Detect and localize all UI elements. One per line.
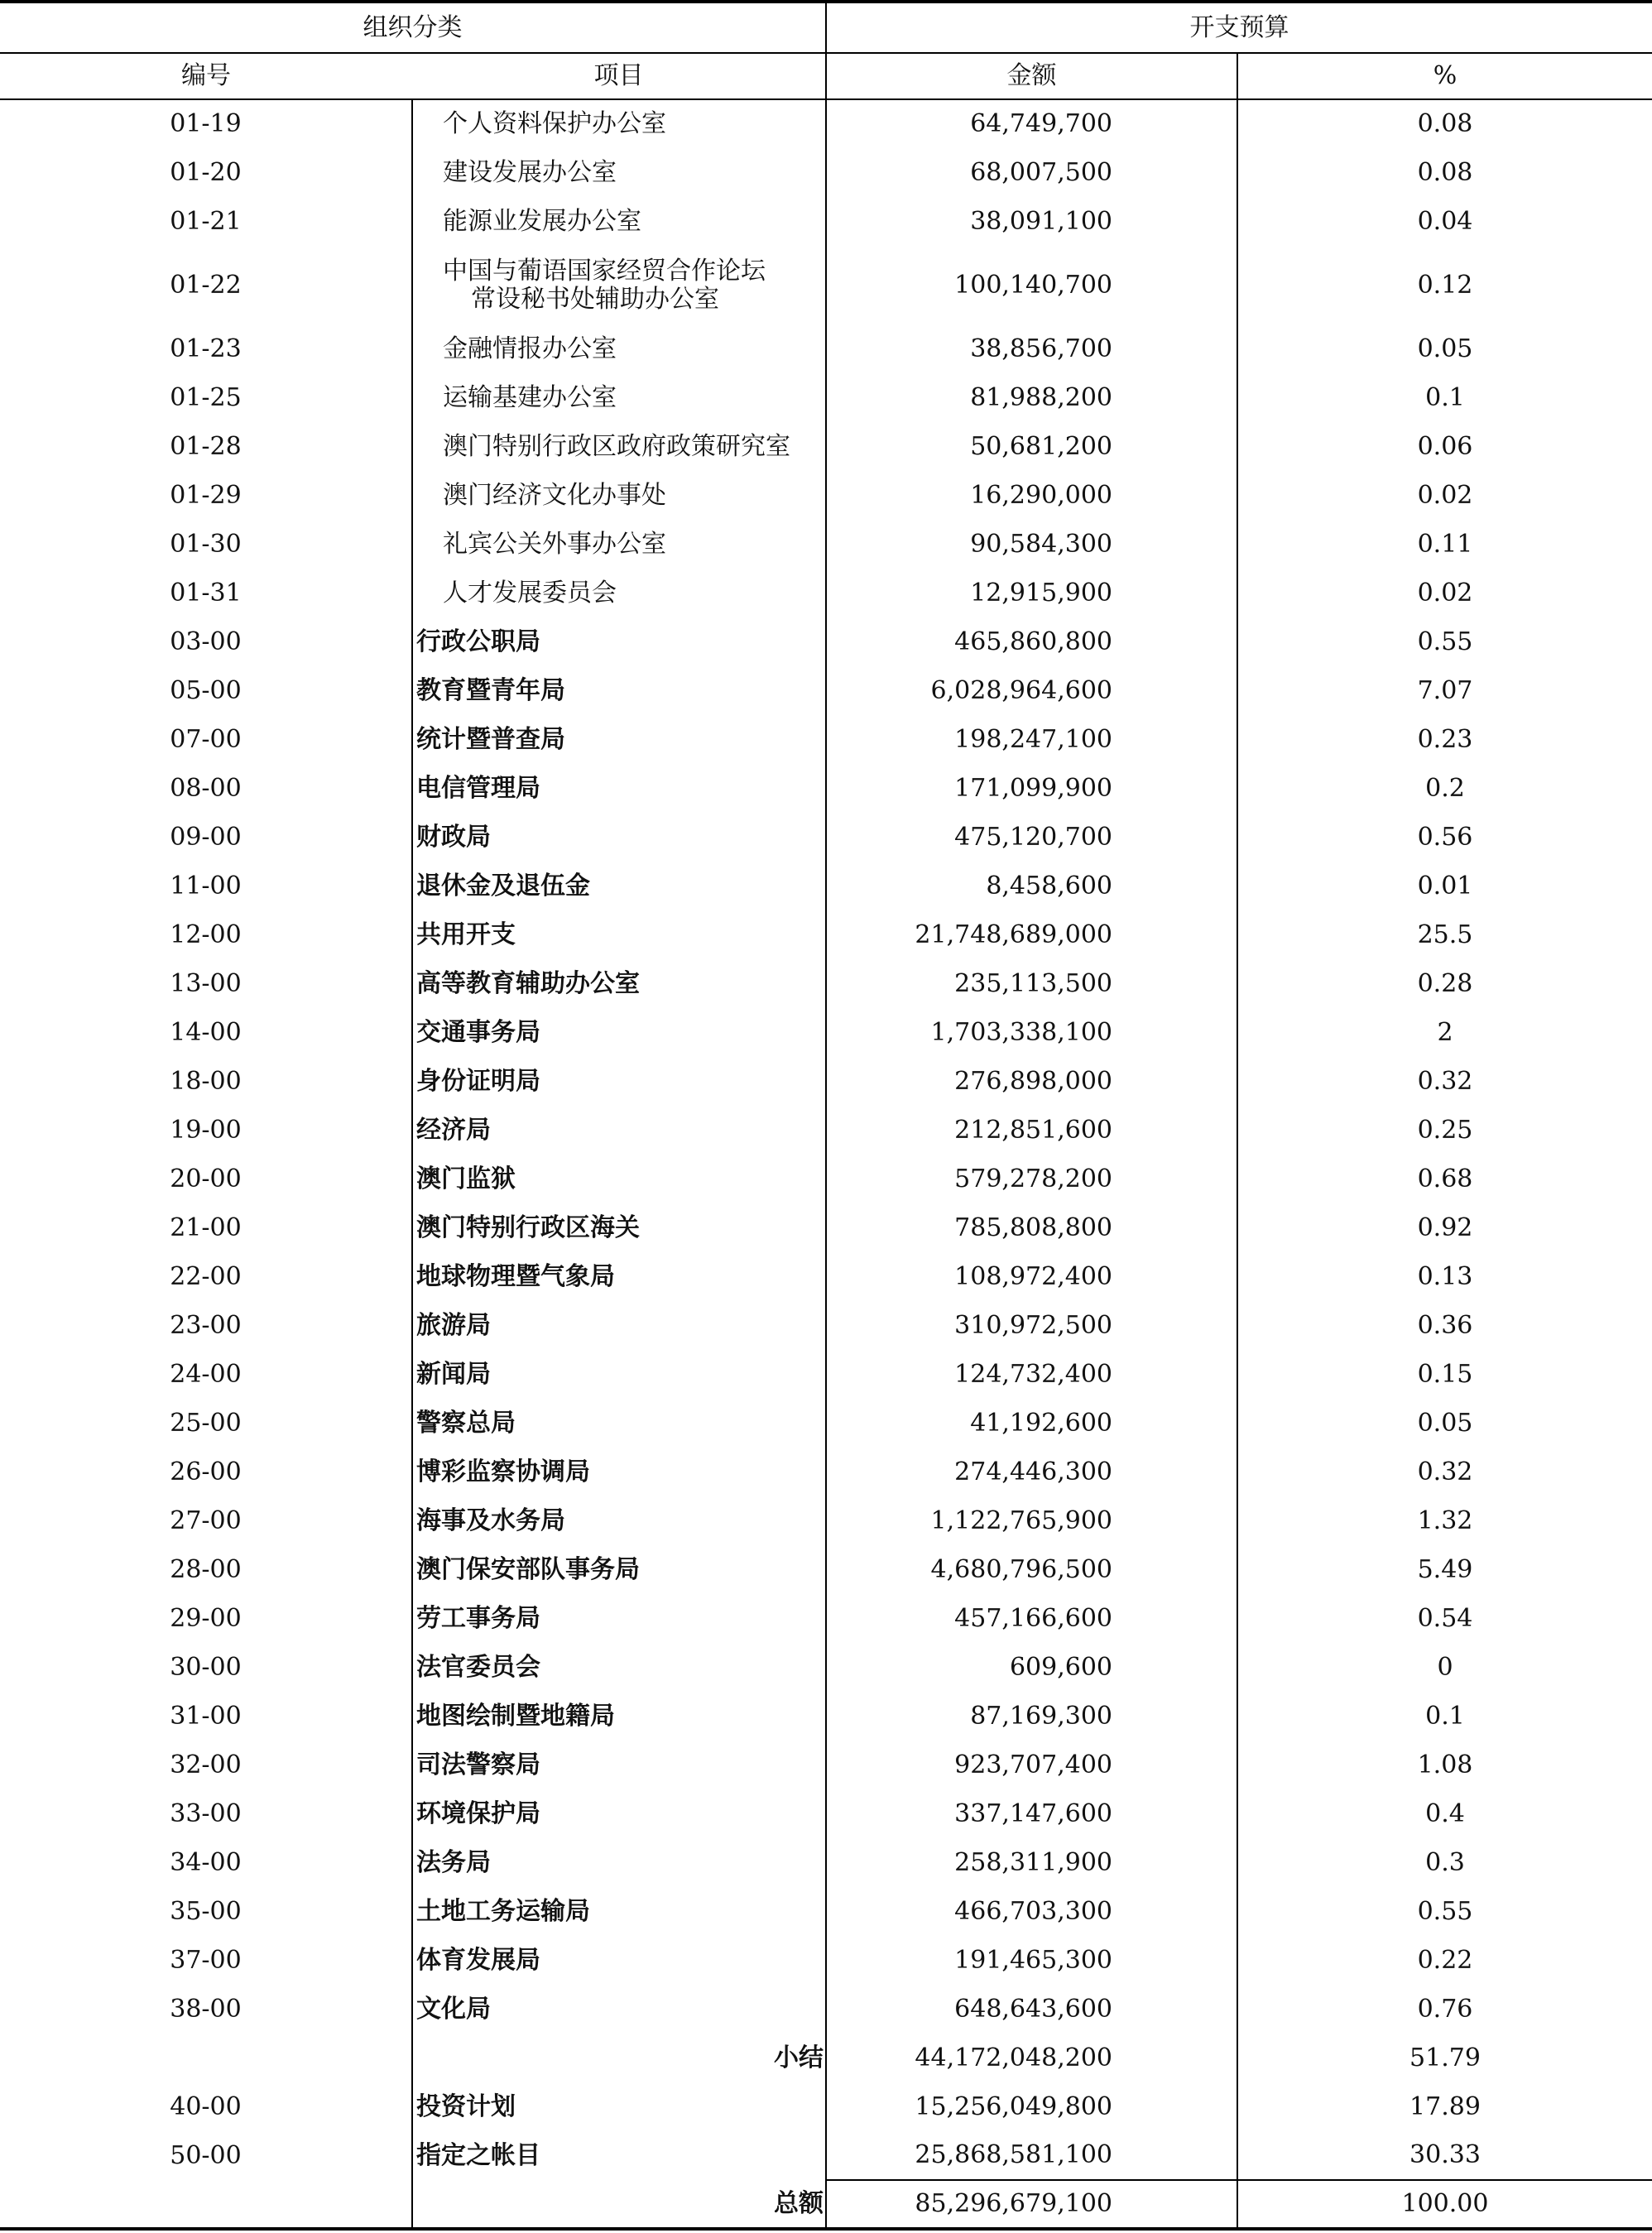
row-item-label: 环境保护局: [416, 1798, 540, 1828]
header-expenditure-budget: 开支预算: [826, 2, 1652, 53]
row-item-label: 博彩监察协调局: [416, 1457, 590, 1486]
row-item-label: 能源业发展办公室: [443, 206, 641, 236]
row-item-label: 交通事务局: [416, 1017, 540, 1047]
row-amount: 923,707,400: [826, 1741, 1237, 1789]
row-amount: 274,446,300: [826, 1448, 1237, 1496]
row-code: [0, 2034, 412, 2082]
row-percent: 0.22: [1417, 1945, 1473, 1975]
row-amount: 337,147,600: [826, 1789, 1237, 1838]
row-item: [412, 617, 826, 666]
row-code: 13-00: [170, 968, 242, 998]
row-percent: 5.49: [1417, 1554, 1473, 1584]
row-code: 01-25: [170, 382, 242, 412]
table-row: [0, 910, 1652, 959]
row-item: [412, 569, 826, 617]
table-row: [0, 1545, 1652, 1594]
row-percent: 0.56: [1417, 822, 1473, 852]
table-row: [0, 1692, 1652, 1741]
row-code: 05-00: [170, 675, 242, 705]
row-item-label: 澳门经济文化办事处: [443, 480, 666, 510]
table-row: [0, 1496, 1652, 1545]
row-amount: 87,169,300: [826, 1692, 1237, 1741]
table-row: [0, 1203, 1652, 1252]
row-item-label: 劳工事务局: [416, 1603, 540, 1633]
row-item-label: 金融情报办公室: [443, 334, 617, 363]
row-item: [412, 520, 826, 569]
row-amount: 108,972,400: [826, 1252, 1237, 1301]
row-code: 01-20: [170, 157, 242, 187]
table-row: [0, 764, 1652, 813]
row-percent: 0.36: [1417, 1310, 1473, 1340]
table-row: [0, 959, 1652, 1008]
row-code: 37-00: [170, 1945, 242, 1975]
table-row: [0, 1838, 1652, 1887]
row-item-label: 投资计划: [416, 2091, 516, 2121]
row-item-label: 体育发展局: [416, 1945, 540, 1975]
row-item: [412, 1936, 826, 1985]
row-percent: 7.07: [1417, 675, 1473, 705]
table-row: [0, 148, 1652, 197]
budget-rows: [0, 99, 1652, 2229]
table-row: [0, 1594, 1652, 1643]
table-row: [0, 1887, 1652, 1936]
row-amount: 12,915,900: [826, 569, 1237, 617]
row-percent: 0.92: [1417, 1213, 1473, 1242]
row-amount: 16,290,000: [826, 471, 1237, 520]
row-code: 27-00: [170, 1505, 242, 1535]
table-row: [0, 1155, 1652, 1203]
row-code: 01-30: [170, 529, 242, 559]
row-amount: 785,808,800: [826, 1203, 1237, 1252]
row-item: [412, 2180, 826, 2229]
row-item: [412, 1008, 826, 1057]
row-item: [412, 324, 826, 373]
row-item: [412, 1350, 826, 1399]
row-percent: 0.55: [1417, 1896, 1473, 1926]
row-code: 40-00: [170, 2091, 242, 2121]
row-item: [412, 471, 826, 520]
row-item: [412, 813, 826, 862]
row-item-label: 澳门监狱: [416, 1164, 516, 1193]
row-item: [412, 1106, 826, 1155]
row-code: 29-00: [170, 1603, 242, 1633]
row-code: 03-00: [170, 627, 242, 656]
row-code: 23-00: [170, 1310, 242, 1340]
table-row: [0, 373, 1652, 422]
row-percent: 1.08: [1417, 1750, 1473, 1779]
row-amount: 212,851,600: [826, 1106, 1237, 1155]
row-amount: 191,465,300: [826, 1936, 1237, 1985]
table-row: [0, 1741, 1652, 1789]
row-item: [412, 1301, 826, 1350]
row-percent: 0.02: [1417, 480, 1473, 510]
table-row: [0, 422, 1652, 471]
row-amount: 81,988,200: [826, 373, 1237, 422]
row-item-label: 礼宾公关外事办公室: [443, 529, 666, 559]
row-item-label: 行政公职局: [416, 627, 540, 656]
row-item-label: 教育暨青年局: [416, 675, 565, 705]
row-code: 08-00: [170, 773, 242, 803]
row-item: [412, 246, 826, 324]
row-percent: 30.33: [1409, 2140, 1481, 2169]
table-row: [0, 2034, 1652, 2082]
row-item-label: 澳门特别行政区政府政策研究室: [443, 431, 790, 461]
row-amount: 258,311,900: [826, 1838, 1237, 1887]
header-percent: %: [1237, 53, 1652, 99]
row-percent: 0.05: [1417, 334, 1473, 363]
row-item-label: 地球物理暨气象局: [416, 1261, 615, 1291]
row-amount: 41,192,600: [826, 1399, 1237, 1448]
row-item-label: 旅游局: [416, 1310, 491, 1340]
row-item: [412, 2131, 826, 2180]
row-amount: 198,247,100: [826, 715, 1237, 764]
table-row: [0, 715, 1652, 764]
row-percent: 0.12: [1417, 270, 1473, 300]
row-percent: 100.00: [1237, 2180, 1652, 2229]
row-item: [412, 1692, 826, 1741]
row-item: [412, 1887, 826, 1936]
row-amount: 68,007,500: [826, 148, 1237, 197]
row-item: [412, 1399, 826, 1448]
row-item: [412, 99, 826, 148]
row-item: [412, 1594, 826, 1643]
row-item-label: 中国与葡语国家经贸合作论坛: [443, 256, 766, 286]
row-amount: 466,703,300: [826, 1887, 1237, 1936]
row-item: [412, 1789, 826, 1838]
row-item: [412, 715, 826, 764]
row-percent: 0.32: [1417, 1457, 1473, 1486]
row-code: 19-00: [170, 1115, 242, 1145]
row-item-label: 地图绘制暨地籍局: [416, 1701, 615, 1731]
row-amount: 171,099,900: [826, 764, 1237, 813]
row-percent: 25.5: [1417, 920, 1473, 949]
row-item-label: 司法警察局: [416, 1750, 540, 1779]
header-code: 编号: [0, 53, 412, 99]
row-percent: 0.76: [1417, 1994, 1473, 2024]
header-amount: 金额: [826, 53, 1237, 99]
table-row: [0, 2131, 1652, 2180]
row-percent: 0.11: [1417, 529, 1473, 559]
row-item-label: 个人资料保护办公室: [443, 109, 666, 138]
row-percent: 1.32: [1417, 1505, 1473, 1535]
row-code: 20-00: [170, 1164, 242, 1193]
row-code: 01-31: [170, 578, 242, 607]
row-item-label: 警察总局: [416, 1408, 516, 1438]
row-code: 34-00: [170, 1847, 242, 1877]
row-item-label: 人才发展委员会: [443, 578, 617, 607]
row-code: 18-00: [170, 1066, 242, 1096]
table-row: [0, 2180, 1652, 2229]
row-item: [412, 1741, 826, 1789]
table-row: [0, 520, 1652, 569]
row-code: 01-29: [170, 480, 242, 510]
row-item: [412, 1448, 826, 1496]
row-code: 22-00: [170, 1261, 242, 1291]
row-code: 14-00: [170, 1017, 242, 1047]
row-percent: 0.25: [1417, 1115, 1473, 1145]
header-org-classification: 组织分类: [0, 2, 826, 53]
row-amount: 1,703,338,100: [826, 1008, 1237, 1057]
row-item-label: 高等教育辅助办公室: [416, 968, 640, 998]
row-percent: 2: [1437, 1017, 1453, 1047]
row-item: [412, 666, 826, 715]
row-item: [412, 2034, 826, 2082]
row-amount: 21,748,689,000: [826, 910, 1237, 959]
table-row: [0, 862, 1652, 910]
table-row: [0, 1936, 1652, 1985]
row-code: 31-00: [170, 1701, 242, 1731]
row-summary-label: 小结: [774, 2043, 824, 2072]
row-item: [412, 1643, 826, 1692]
row-amount: 38,856,700: [826, 324, 1237, 373]
row-percent: 0.15: [1417, 1359, 1473, 1389]
row-percent: 0.1: [1425, 1701, 1465, 1731]
row-amount: 8,458,600: [826, 862, 1237, 910]
row-amount: 276,898,000: [826, 1057, 1237, 1106]
row-code: 12-00: [170, 920, 242, 949]
row-item-label: 财政局: [416, 822, 491, 852]
row-percent: 0.2: [1425, 773, 1465, 803]
row-percent: 0.54: [1417, 1603, 1473, 1633]
table-row: [0, 666, 1652, 715]
row-code: 35-00: [170, 1896, 242, 1926]
row-percent: 0.08: [1417, 157, 1473, 187]
header-column-row: [0, 53, 1652, 99]
row-amount: 15,256,049,800: [826, 2082, 1237, 2131]
table-row: [0, 1301, 1652, 1350]
table-row: [0, 1008, 1652, 1057]
row-item: [412, 1838, 826, 1887]
row-item: [412, 148, 826, 197]
table-row: [0, 99, 1652, 148]
row-item-label: 文化局: [416, 1994, 491, 2024]
table-row: [0, 324, 1652, 373]
row-item-label: 共用开支: [416, 920, 516, 949]
row-item-label-line2: 常设秘书处辅助办公室: [471, 284, 719, 314]
table-row: [0, 2082, 1652, 2131]
row-percent: 0.68: [1417, 1164, 1473, 1193]
row-item-label: 建设发展办公室: [443, 157, 617, 187]
row-code: 50-00: [170, 2140, 242, 2170]
row-amount: 235,113,500: [826, 959, 1237, 1008]
row-item: [412, 197, 826, 246]
row-percent: 0: [1437, 1652, 1453, 1682]
row-amount: 64,749,700: [826, 99, 1237, 148]
row-amount: 648,643,600: [826, 1985, 1237, 2034]
row-code: 01-22: [170, 270, 242, 300]
row-item: [412, 1985, 826, 2034]
row-item-label: 澳门保安部队事务局: [416, 1554, 640, 1584]
table-row: [0, 1448, 1652, 1496]
table-row: [0, 1643, 1652, 1692]
row-amount: 38,091,100: [826, 197, 1237, 246]
row-percent: 0.1: [1425, 382, 1465, 412]
row-code: 33-00: [170, 1798, 242, 1828]
row-code: 07-00: [170, 724, 242, 754]
row-item-label: 退休金及退伍金: [416, 871, 590, 900]
table-row: [0, 813, 1652, 862]
row-amount: 44,172,048,200: [826, 2034, 1237, 2082]
row-code: 21-00: [170, 1213, 242, 1242]
row-item: [412, 373, 826, 422]
table-row: [0, 197, 1652, 246]
table-row: [0, 471, 1652, 520]
row-code: 32-00: [170, 1750, 242, 1779]
row-amount: 465,860,800: [826, 617, 1237, 666]
row-item: [412, 862, 826, 910]
row-amount: 85,296,679,100: [826, 2180, 1237, 2229]
row-item-label: 统计暨普查局: [416, 724, 565, 754]
table-row: [0, 1057, 1652, 1106]
row-item: [412, 1496, 826, 1545]
row-item-label: 海事及水务局: [416, 1505, 565, 1535]
row-amount: 50,681,200: [826, 422, 1237, 471]
row-amount: 25,868,581,100: [826, 2131, 1237, 2180]
row-item: [412, 1057, 826, 1106]
row-percent: 0.28: [1417, 968, 1473, 998]
table-row: [0, 1106, 1652, 1155]
row-amount: 475,120,700: [826, 813, 1237, 862]
row-code: 01-23: [170, 334, 242, 363]
row-item: [412, 1252, 826, 1301]
row-percent: 0.3: [1425, 1847, 1465, 1877]
row-code: 28-00: [170, 1554, 242, 1584]
row-percent: 0.08: [1417, 109, 1473, 138]
row-item: [412, 1155, 826, 1203]
row-code: 01-28: [170, 431, 242, 461]
header-group-row: [0, 2, 1652, 53]
row-item: [412, 910, 826, 959]
row-item: [412, 2082, 826, 2131]
row-percent: 0.06: [1417, 431, 1473, 461]
row-amount: 90,584,300: [826, 520, 1237, 569]
row-item-label: 经济局: [416, 1115, 491, 1145]
row-amount: 1,122,765,900: [826, 1496, 1237, 1545]
row-percent: 0.4: [1425, 1798, 1465, 1828]
row-amount: 579,278,200: [826, 1155, 1237, 1203]
row-item-label: 电信管理局: [416, 773, 540, 803]
row-amount: 609,600: [826, 1643, 1237, 1692]
row-code: 25-00: [170, 1408, 242, 1438]
row-code: 01-21: [170, 206, 242, 236]
row-amount: 310,972,500: [826, 1301, 1237, 1350]
table-row: [0, 569, 1652, 617]
row-summary-label: 总额: [774, 2188, 824, 2218]
row-item-label: 身份证明局: [416, 1066, 540, 1096]
row-percent: 51.79: [1409, 2043, 1481, 2072]
table-row: [0, 617, 1652, 666]
row-code: 01-19: [170, 109, 242, 138]
row-code: 09-00: [170, 822, 242, 852]
row-code: 11-00: [170, 871, 242, 900]
row-percent: 0.23: [1417, 724, 1473, 754]
row-percent: 0.32: [1417, 1066, 1473, 1096]
row-item: [412, 764, 826, 813]
row-code: 38-00: [170, 1994, 242, 2024]
row-amount: 6,028,964,600: [826, 666, 1237, 715]
row-percent: 0.05: [1417, 1408, 1473, 1438]
row-amount: 124,732,400: [826, 1350, 1237, 1399]
table-row: [0, 1399, 1652, 1448]
row-item-label: 运输基建办公室: [443, 382, 617, 412]
row-item: [412, 1203, 826, 1252]
table-row: [0, 1789, 1652, 1838]
row-code: 24-00: [170, 1359, 242, 1389]
row-item-label: 指定之帐目: [416, 2140, 540, 2170]
header-item: 项目: [412, 53, 826, 99]
table-row: [0, 1985, 1652, 2034]
row-item-label: 新闻局: [416, 1359, 491, 1389]
row-percent: 0.02: [1417, 578, 1473, 607]
row-amount: 4,680,796,500: [826, 1545, 1237, 1594]
row-code: [0, 2180, 412, 2229]
row-item: [412, 1545, 826, 1594]
table-row: [0, 1252, 1652, 1301]
row-percent: 0.13: [1417, 1261, 1473, 1291]
row-item-label: 澳门特别行政区海关: [416, 1213, 640, 1242]
row-amount: 100,140,700: [826, 246, 1237, 324]
row-percent: 17.89: [1409, 2091, 1481, 2121]
row-percent: 0.55: [1417, 627, 1473, 656]
table-row: [0, 246, 1652, 324]
row-item: [412, 422, 826, 471]
row-code: 30-00: [170, 1652, 242, 1682]
row-amount: 457,166,600: [826, 1594, 1237, 1643]
row-item: [412, 959, 826, 1008]
row-item-label: 法官委员会: [416, 1652, 540, 1682]
row-item-label: 土地工务运输局: [416, 1896, 590, 1926]
row-item-label: 法务局: [416, 1847, 491, 1877]
row-percent: 0.04: [1417, 206, 1473, 236]
row-percent: 0.01: [1417, 871, 1473, 900]
table-row: [0, 1350, 1652, 1399]
row-code: 26-00: [170, 1457, 242, 1486]
